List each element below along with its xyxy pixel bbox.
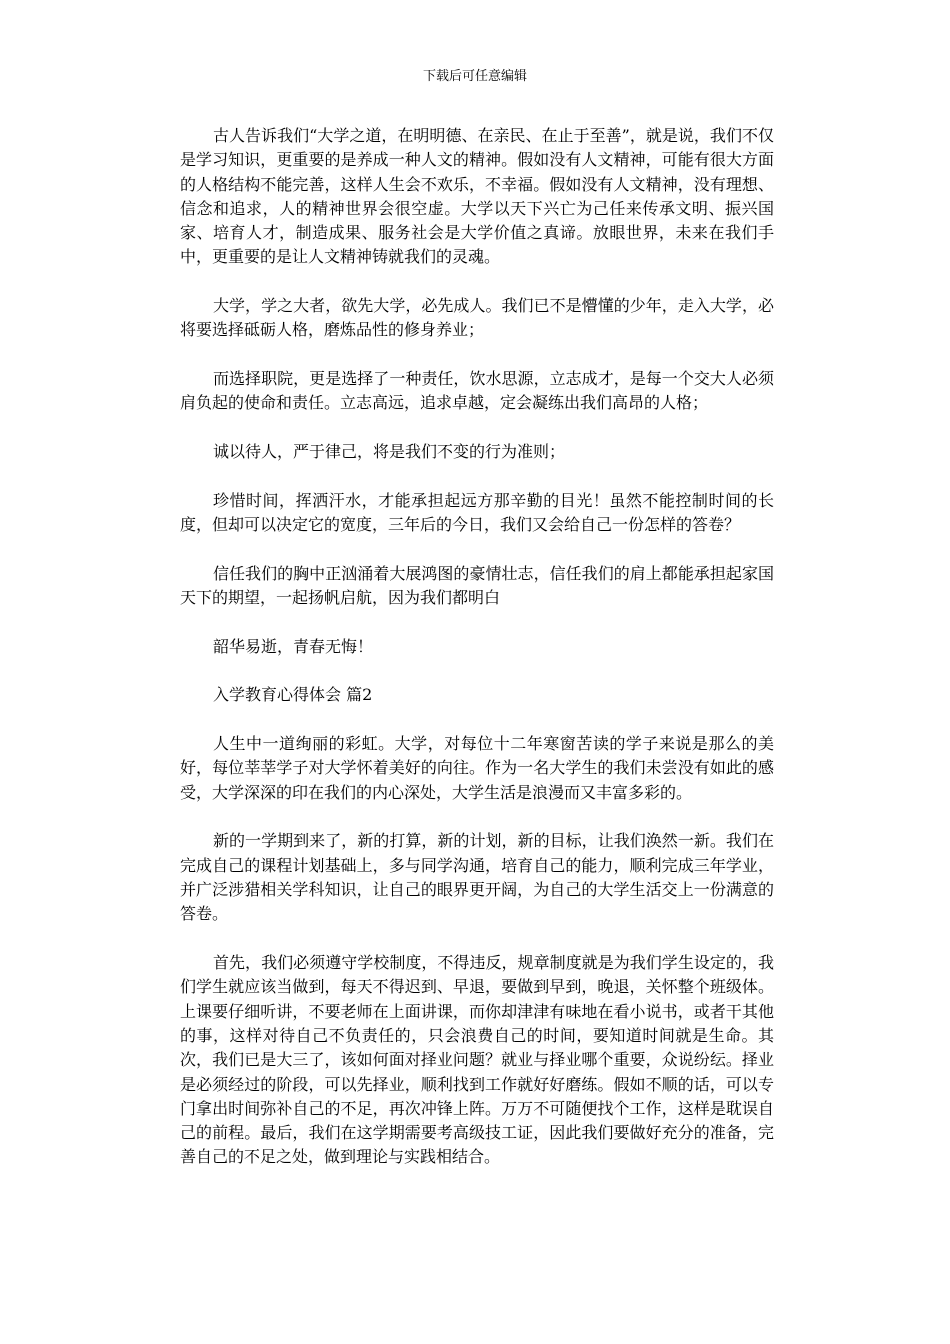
paragraph: 人生中一道绚丽的彩虹。大学，对每位十二年寒窗苦读的学子来说是那么的美好，每位莘莘学子对大学怀着美好的向往。作为一名大学生的我们未尝没有如此的感受，大学深深的印在我们的内心深处，大学生活是浪漫而又丰富多彩的。 [180, 734, 774, 802]
document-body [180, 124, 774, 1194]
paragraph: 古人告诉我们“大学之道，在明明德、在亲民、在止于至善”，就是说，我们不仅是学习知识，更重要的是养成一种人文的精神。假如没有人文精神，可能有很大方面的人格结构不能完善，这样人生会不欢乐，不幸福。假如没有人文精神，没有理想、信念和追求，人的精神世界会很空虚。大学以天下兴亡为己任来传承文明、振兴国家、培育人才，制造成果、服务社会是大学价值之真谛。放眼世界，未来在我们手中，更重要的是让人文精神铸就我们的灵魂。 [180, 126, 774, 267]
paragraph: 信任我们的胸中正汹涌着大展鸿图的豪情壮志，信任我们的肩上都能承担起家国天下的期望，一起扬帆启航，因为我们都明白 [180, 563, 774, 608]
paragraph: 首先，我们必须遵守学校制度，不得违反，规章制度就是为我们学生设定的，我们学生就应该当做到，每天不得迟到、早退，要做到早到，晚退，关怀整个班级体。上课要仔细听讲，不要老师在上面讲课，而你却津津有味地在看小说书，或者干其他的事，这样对待自己不负责任的，只会浪费自己的时间，要知道时间就是生命。其次，我们已是大三了，该如何面对择业问题？就业与择业哪个重要，众说纷纭。择业是必须经过的阶段，可以先择业，顺利找到工作就好好磨练。假如不顺的话，可以专门拿出时间弥补自己的不足，再次冲锋上阵。万万不可随便找个工作，这样是耽误自己的前程。最后，我们在这学期需要考高级技工证，因此我们要做好充分的准备，完善自己的不足之处，做到理论与实践相结合。 [180, 953, 774, 1167]
paragraph: 新的一学期到来了，新的打算，新的计划，新的目标，让我们涣然一新。我们在完成自己的课程计划基础上，多与同学沟通，培育自己的能力，顺利完成三年学业，并广泛涉猎相关学科知识，让自己的眼界更开阔，为自己的大学生活交上一份满意的答卷。 [180, 831, 774, 924]
paragraph: 诚以待人，严于律己，将是我们不变的行为准则； [213, 442, 566, 462]
paragraph: 大学，学之大者，欲先大学，必先成人。我们已不是懵懂的少年，走入大学，必将要选择砥砺人格，磨炼品性的修身养业； [180, 296, 774, 340]
paragraph: 而选择职院，更是选择了一种责任，饮水思源，立志成才，是每一个交大人必须肩负起的使命和责任。立志高远，追求卓越，定会凝练出我们高昂的人格； [180, 369, 774, 413]
paragraph: 珍惜时间，挥洒汗水，才能承担起远方那辛勤的目光！虽然不能控制时间的长度，但却可以决定它的宽度，三年后的今日，我们又会给自己一份怎样的答卷？ [180, 490, 774, 535]
paragraph: 韶华易逝，青春无悔！ [213, 636, 374, 656]
section-heading: 入学教育心得体会 篇2 [213, 685, 373, 705]
page-header-note: 下载后可任意编辑 [422, 69, 527, 84]
